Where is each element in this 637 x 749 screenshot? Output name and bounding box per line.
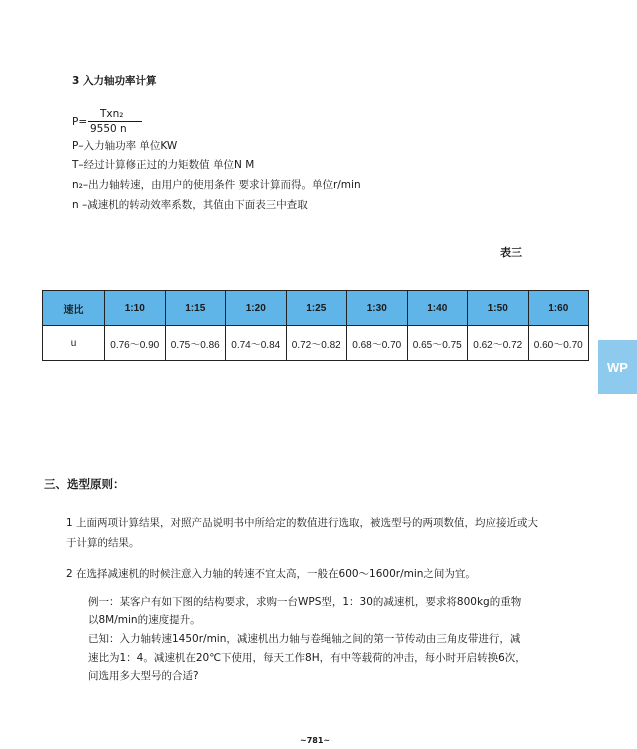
example-line2: 以8M/min的速度提升。	[88, 614, 201, 626]
value-cell: 0.74～0.84	[226, 326, 287, 361]
row-label-cell: u	[43, 326, 105, 361]
value-cell: 0.72～0.82	[286, 326, 347, 361]
def-eta: n –减速机的转动效率系数，其值由下面表三中查取	[72, 199, 308, 211]
page-number: ~781~	[300, 736, 331, 745]
value-cell: 0.68～0.70	[347, 326, 408, 361]
value-cell: 0.76～0.90	[105, 326, 166, 361]
formula-denominator: 9550 n	[90, 123, 127, 135]
header-label-cell: 速比	[43, 291, 105, 326]
value-cell: 0.62～0.72	[468, 326, 529, 361]
def-t: T–经过计算修正过的力矩数值 单位N M	[72, 159, 255, 171]
formula-numerator: Txn₂	[100, 108, 124, 120]
section-heading: 3 入力轴功率计算	[72, 75, 157, 87]
example-line1: 例一：某客户有如下图的结构要求，求购一台WPS型，1：30的减速机，要求将800kg的重物	[88, 596, 522, 608]
value-cell: 0.65～0.75	[407, 326, 468, 361]
def-p: P–入力轴功率 单位KW	[72, 140, 178, 152]
ratio-cell: 1:60	[528, 291, 589, 326]
value-cell: 0.60～0.70	[528, 326, 589, 361]
ratio-cell: 1:25	[286, 291, 347, 326]
principle-1-line1: 1 上面两项计算结果，对照产品说明书中所给定的数值进行选取，被选型号的两项数值，均应接近或大	[66, 517, 539, 529]
def-n2: n₂–出力轴转速，由用户的使用条件 要求计算而得。单位r/min	[72, 179, 361, 191]
ratio-cell: 1:50	[468, 291, 529, 326]
value-cell: 0.75～0.86	[165, 326, 226, 361]
table-header-row	[43, 291, 589, 326]
selection-heading: 三、选型原则：	[44, 477, 125, 491]
principle-1-line2: 于计算的结果。	[66, 537, 140, 549]
formula-fraction-line	[88, 121, 142, 122]
known-line2: 速比为1：4。减速机在20℃下使用，每天工作8H，有中等载荷的冲击，每小时开启转换6次，	[88, 652, 526, 664]
table-caption: 表三	[500, 246, 522, 259]
table-row	[43, 326, 589, 361]
ratio-cell: 1:30	[347, 291, 408, 326]
ratio-cell: 1:20	[226, 291, 287, 326]
known-line3: 问选用多大型号的合适?	[88, 670, 199, 682]
wp-side-tab: WP	[598, 340, 637, 394]
formula-lhs: P=	[72, 116, 88, 128]
ratio-cell: 1:10	[105, 291, 166, 326]
efficiency-table	[42, 290, 589, 361]
principle-2: 2 在选择减速机的时候注意入力轴的转速不宜太高，一般在600～1600r/min之间为宜。	[66, 568, 476, 580]
ratio-cell: 1:15	[165, 291, 226, 326]
ratio-cell: 1:40	[407, 291, 468, 326]
known-line1: 已知：入力轴转速1450r/min，减速机出力轴与卷绳轴之间的第一节传动由三角皮带进行，减	[88, 633, 521, 645]
